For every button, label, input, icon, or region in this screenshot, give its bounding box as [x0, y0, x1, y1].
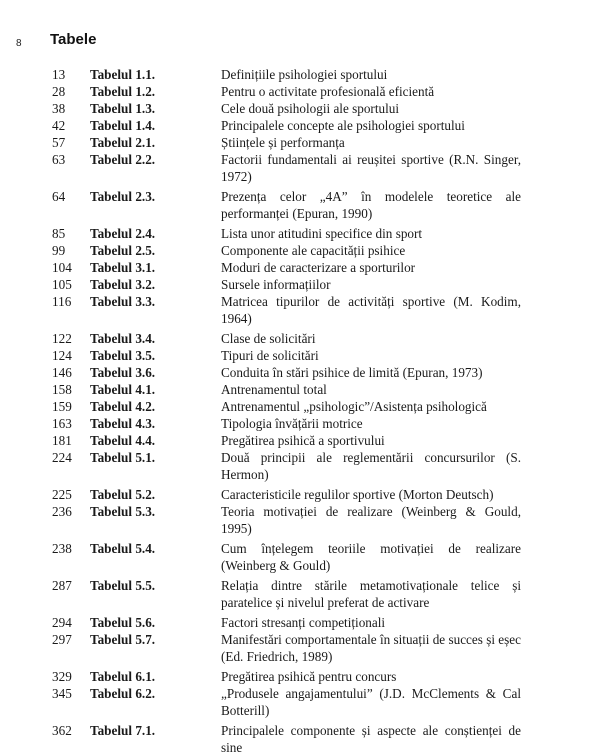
list-item	[0, 486, 593, 503]
entry-title: Factorii fundamentali ai reușitei sportive (R.N. Singer, 1972)	[221, 152, 521, 184]
entry-label: Tabelul 2.4.	[90, 226, 156, 241]
entry-label: Tabelul 1.2.	[90, 84, 156, 99]
list-item	[0, 117, 593, 134]
entry-title: Pentru o activitate profesională eficientă	[221, 84, 435, 99]
list-item	[0, 100, 593, 117]
list-item	[0, 449, 593, 483]
list-item	[0, 134, 593, 151]
entry-page-number: 287	[52, 578, 72, 593]
entry-title: Caracteristicile regulilor sportive (Morton Deutsch)	[221, 487, 494, 502]
entry-label: Tabelul 5.5.	[90, 578, 156, 593]
list-item	[0, 188, 593, 222]
entry-page-number: 146	[52, 365, 72, 380]
entry-title: Prezența celor „4A” în modelele teoretice ale performanței (Epuran, 1990)	[221, 189, 521, 221]
entry-title: Clase de solicitări	[221, 331, 316, 346]
entry-title: Manifestări comportamentale în situații de succes și eșec (Ed. Friedrich, 1989)	[221, 632, 521, 664]
entry-label: Tabelul 1.1.	[90, 67, 156, 82]
list-item	[0, 415, 593, 432]
list-item	[0, 293, 593, 327]
entry-label: Tabelul 2.3.	[90, 189, 156, 204]
entry-label: Tabelul 2.1.	[90, 135, 156, 150]
entry-page-number: 63	[52, 152, 66, 167]
page-title: Tabele	[50, 31, 97, 48]
entry-page-number: 64	[52, 189, 66, 204]
list-item	[0, 259, 593, 276]
entry-label: Tabelul 3.3.	[90, 294, 156, 309]
list-item	[0, 668, 593, 685]
entry-page-number: 294	[52, 615, 72, 630]
entry-page-number: 122	[52, 331, 72, 346]
entry-title: Factori stresanți competiționali	[221, 615, 386, 630]
entry-page-number: 99	[52, 243, 66, 258]
entry-label: Tabelul 1.3.	[90, 101, 156, 116]
list-item	[0, 151, 593, 185]
entry-title: Cum înțelegem teoriile motivației de realizare (Weinberg & Gould)	[221, 541, 521, 573]
entry-page-number: 28	[52, 84, 66, 99]
entry-label: Tabelul 2.2.	[90, 152, 156, 167]
entry-title: „Produsele angajamentului” (J.D. McClements & Cal Botterill)	[221, 686, 521, 718]
entry-page-number: 38	[52, 101, 66, 116]
entry-title: Relația dintre stările metamotivaționale telice și paratelice și nivelul preferat de activare	[221, 578, 521, 610]
entry-page-number: 13	[52, 67, 66, 82]
entry-page-number: 104	[52, 260, 72, 275]
entry-title: Lista unor atitudini specifice din sport	[221, 226, 423, 241]
entry-page-number: 362	[52, 723, 72, 738]
entry-page-number: 236	[52, 504, 72, 519]
table-list	[0, 66, 593, 756]
entry-page-number: 116	[52, 294, 72, 309]
list-item	[0, 364, 593, 381]
entry-title: Cele două psihologii ale sportului	[221, 101, 400, 116]
entry-label: Tabelul 6.1.	[90, 669, 156, 684]
entry-page-number: 124	[52, 348, 72, 363]
entry-label: Tabelul 1.4.	[90, 118, 156, 133]
list-item	[0, 398, 593, 415]
entry-title: Conduita în stări psihice de limită (Epuran, 1973)	[221, 365, 483, 380]
entry-label: Tabelul 4.2.	[90, 399, 156, 414]
entry-page-number: 329	[52, 669, 72, 684]
entry-label: Tabelul 2.5.	[90, 243, 156, 258]
entry-title: Științele și performanța	[221, 135, 345, 150]
entry-label: Tabelul 5.3.	[90, 504, 156, 519]
entry-page-number: 159	[52, 399, 72, 414]
entry-title: Componente ale capacității psihice	[221, 243, 406, 258]
entry-page-number: 224	[52, 450, 72, 465]
entry-page-number: 163	[52, 416, 72, 431]
entry-label: Tabelul 3.1.	[90, 260, 156, 275]
entry-label: Tabelul 5.2.	[90, 487, 156, 502]
list-item	[0, 432, 593, 449]
entry-page-number: 158	[52, 382, 72, 397]
entry-label: Tabelul 3.2.	[90, 277, 156, 292]
list-item	[0, 631, 593, 665]
entry-label: Tabelul 5.1.	[90, 450, 156, 465]
entry-title: Moduri de caracterizare a sporturilor	[221, 260, 416, 275]
entry-title: Definițiile psihologiei sportului	[221, 67, 388, 82]
entry-page-number: 57	[52, 135, 66, 150]
entry-page-number: 238	[52, 541, 72, 556]
entry-title: Antrenamentul total	[221, 382, 327, 397]
entry-page-number: 345	[52, 686, 72, 701]
entry-page-number: 85	[52, 226, 66, 241]
entry-title: Principalele componente și aspecte ale conștienței de sine	[221, 723, 521, 755]
list-item	[0, 276, 593, 293]
entry-label: Tabelul 3.6.	[90, 365, 156, 380]
entry-title: Pregătirea psihică a sportivului	[221, 433, 385, 448]
list-item	[0, 685, 593, 719]
list-item	[0, 66, 593, 83]
entry-page-number: 181	[52, 433, 72, 448]
entry-page-number: 105	[52, 277, 72, 292]
entry-page-number: 297	[52, 632, 72, 647]
entry-label: Tabelul 4.3.	[90, 416, 156, 431]
entry-page-number: 42	[52, 118, 66, 133]
list-item	[0, 614, 593, 631]
entry-title: Tipuri de solicitări	[221, 348, 319, 363]
entry-title: Matricea tipurilor de activități sportive (M. Kodim, 1964)	[221, 294, 521, 326]
entry-label: Tabelul 6.2.	[90, 686, 156, 701]
entry-label: Tabelul 4.1.	[90, 382, 156, 397]
list-item	[0, 83, 593, 100]
entry-label: Tabelul 3.4.	[90, 331, 156, 346]
entry-title: Antrenamentul „psihologic”/Asistența psihologică	[221, 399, 487, 414]
entry-title: Pregătirea psihică pentru concurs	[221, 669, 397, 684]
list-item	[0, 225, 593, 242]
list-item	[0, 242, 593, 259]
entry-title: Teoria motivației de realizare (Weinberg & Gould, 1995)	[221, 504, 521, 536]
list-item	[0, 503, 593, 537]
list-item	[0, 347, 593, 364]
entry-title: Sursele informațiilor	[221, 277, 331, 292]
entry-label: Tabelul 5.4.	[90, 541, 156, 556]
entry-label: Tabelul 5.6.	[90, 615, 156, 630]
entry-page-number: 225	[52, 487, 72, 502]
entry-title: Tipologia învățării motrice	[221, 416, 363, 431]
entry-label: Tabelul 3.5.	[90, 348, 156, 363]
entry-title: Două principii ale reglementării concursurilor (S. Hermon)	[221, 450, 521, 482]
entry-label: Tabelul 7.1.	[90, 723, 156, 738]
list-item	[0, 577, 593, 611]
list-item	[0, 381, 593, 398]
page-number: 8	[16, 38, 22, 49]
list-item	[0, 540, 593, 574]
list-item	[0, 722, 593, 756]
entry-title: Principalele concepte ale psihologiei sportului	[221, 118, 465, 133]
list-item	[0, 330, 593, 347]
entry-label: Tabelul 4.4.	[90, 433, 156, 448]
entry-label: Tabelul 5.7.	[90, 632, 156, 647]
